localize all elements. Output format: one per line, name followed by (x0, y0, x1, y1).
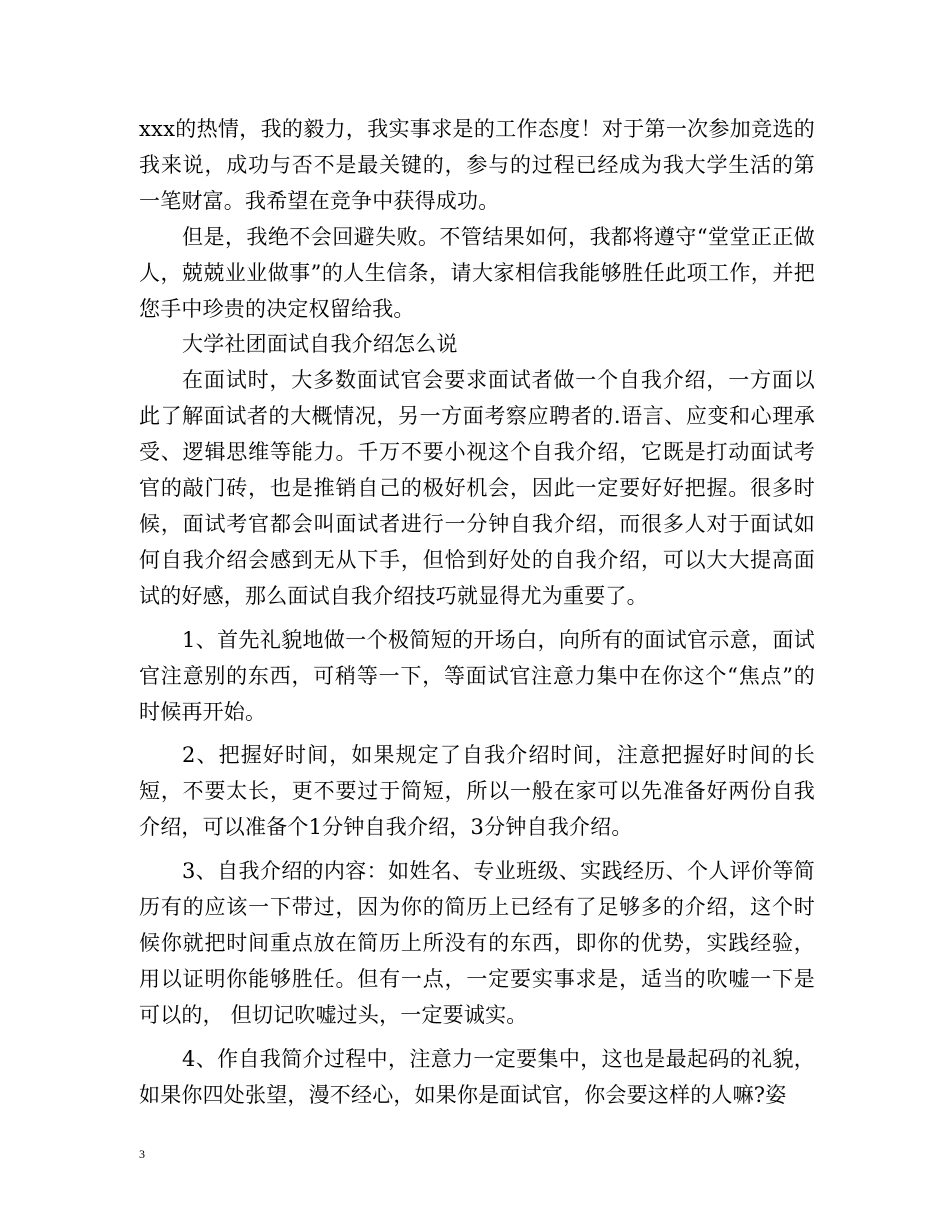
tip-item-1: 1、首先礼貌地做一个极简短的开场白，向所有的面试官示意，面试官注意别的东西，可稍等一下，等面试官注意力集中在你这个“焦点”的时候再开始。 (139, 627, 815, 724)
paragraph-interview-intro: 在面试时，大多数面试官会要求面试者做一个自我介绍，一方面以此了解面试者的大概情况，另一方面考察应聘者的.语言、应变和心理承受、逻辑思维等能力。千万不要小视这个自我介绍，它既是打动面试考官的敲门砖，也是推销自己的极好机会，因此一定要好好把握。很多时候，面试考官都会叫面试者进行一分钟自我介绍，而很多人对于面试如何自我介绍会感到无从下手，但恰到好处的自我介绍，可以大大提高面试的好感，那么面试自我介绍技巧就显得尤为重要了。 (139, 368, 815, 608)
tip-item-3: 3、自我介绍的内容：如姓名、专业班级、实践经历、个人评价等简历有的应该一下带过，因为你的简历上已经有了足够多的介绍，这个时候你就把时间重点放在简历上所没有的东西，即你的优势，实践经验，用以证明你能够胜任。但有一点，一定要实事求是，适当的吹嘘一下是可以的， 但切记吹嘘过头，一定要诚实。 (139, 859, 815, 1027)
document-body (139, 112, 815, 1113)
tip-item-4: 4、作自我简介过程中，注意力一定要集中，这也是最起码的礼貌，如果你四处张望，漫不经心，如果你是面试官，你会要这样的人嘛?姿 (139, 1046, 815, 1107)
tip-item-2: 2、把握好时间，如果规定了自我介绍时间，注意把握好时间的长短，不要太长，更不要过于简短，所以一般在家可以先准备好两份自我介绍，可以准备个1分钟自我介绍，3分钟自我介绍。 (139, 743, 815, 840)
page-number: 3 (139, 1147, 145, 1161)
paragraph-campaign-ending: xxx的热情，我的毅力，我实事求是的工作态度！对于第一次参加竞选的我来说，成功与否不是最关键的，参与的过程已经成为我大学生活的第一笔财富。我希望在竞争中获得成功。 (139, 117, 815, 213)
section-heading: 大学社团面试自我介绍怎么说 (182, 332, 458, 357)
paragraph-not-avoid-failure: 但是，我绝不会回避失败。不管结果如何，我都将遵守“堂堂正正做人，兢兢业业做事”的人生信条，请大家相信我能够胜任此项工作，并把您手中珍贵的决定权留给我。 (139, 224, 815, 321)
